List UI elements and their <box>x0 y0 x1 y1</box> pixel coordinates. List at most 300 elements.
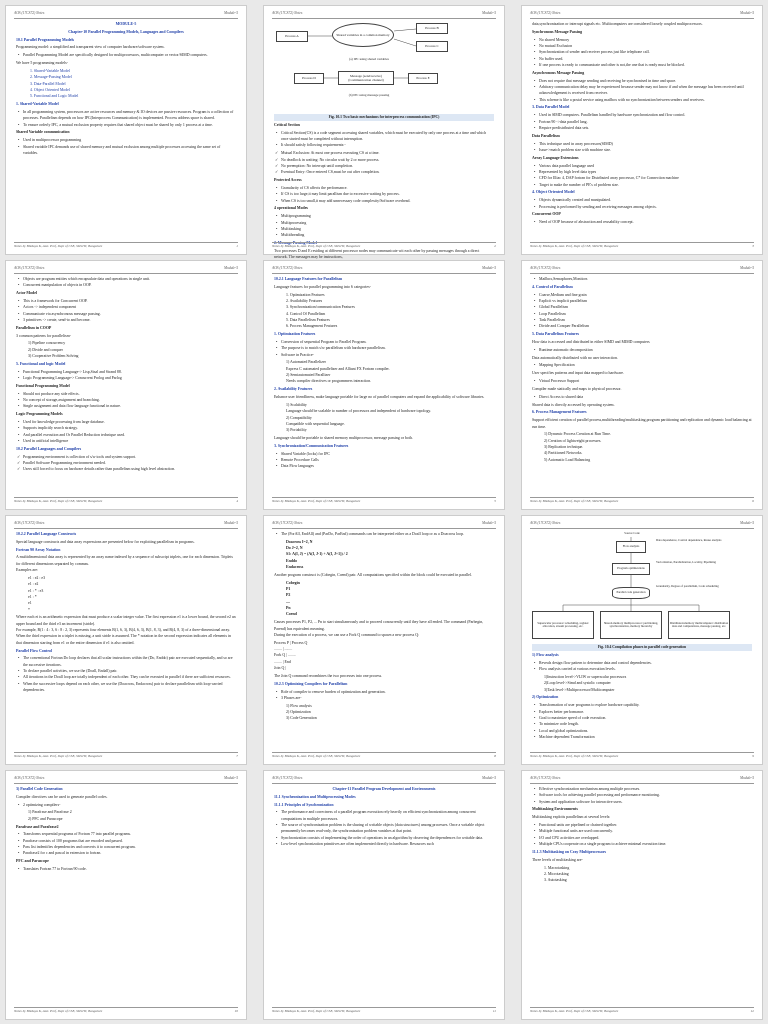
text-line: • Critical Section(CS) is a code segment accessing shared variables, which must be executed by only one process at a time and which once started must be completed without interruption. <box>274 130 494 143</box>
page-number: 11 <box>492 1009 496 1014</box>
text-line: During the execution of a process, we can use a Fork Q command to spawn a new process Q: <box>274 632 420 637</box>
document-page <box>5 5 247 255</box>
text-line: Parafrase and Parafrase2 <box>16 824 59 829</box>
text-line: 2) Semiautomated Parallizer <box>286 373 331 378</box>
footer-text: Notes by Bhidaya K, Asst. Prof, Dept of CSE, SKSJTI, Bangalore <box>272 754 361 759</box>
text-line: The Join Q command recombines the two processes into one process. <box>274 673 383 678</box>
text-block <box>16 866 236 872</box>
page-content <box>16 531 236 751</box>
text-line: • Shared variable IPC demands use of shared memory and mutual exclusion among multiple processes accessing the same set of variables. <box>16 144 236 157</box>
opt-side-note: Vectorization, Parallelization, Locality, Pipelining <box>656 560 716 564</box>
text-line: Data Parallelism <box>532 133 560 138</box>
process-e-box: Process E <box>408 73 438 84</box>
text-block <box>16 809 236 822</box>
text-line: • When CS is too small,it may add unnecessary code complexity/Software overhead. <box>274 198 494 204</box>
text-block <box>532 70 752 76</box>
page-header <box>272 521 496 529</box>
text-line: • No mutual Exclusion <box>532 43 752 49</box>
document-page <box>521 515 763 765</box>
text-line: 4. Control Of Parallelism <box>286 311 326 316</box>
page-number: 1 <box>236 244 238 249</box>
text-block <box>16 129 236 135</box>
text-line: • Direct Access to shared data <box>532 394 752 400</box>
text-line: 2)Loop level->Simd and systolic computer <box>544 681 611 686</box>
text-line: • Global Parallelism <box>532 304 752 310</box>
footer-text: Notes by Bhidaya K, Asst. Prof, Dept of CSE, SKSJTI, Bangalore <box>530 1009 619 1014</box>
text-line: 3) Code Generation <box>286 716 317 721</box>
text-line: Language should be scalable to number of processors and independent of hardware topology. <box>286 409 432 414</box>
text-line: • Fortran 90 ->data parallel lang. <box>532 119 752 125</box>
text-block <box>16 21 236 27</box>
text-line: 4) Partitioned Networks. <box>544 451 583 456</box>
text-line: 2) Creation of lightweight processes. <box>544 438 602 443</box>
page-footer <box>14 242 238 250</box>
text-line: P2 <box>286 593 291 598</box>
superscalar-box: Superscalar processor: scheduling, register allocation, stream processing, etc. <box>532 611 594 639</box>
text-block <box>532 355 752 361</box>
text-line: • Multiple functional units are used concurrently. <box>532 828 752 834</box>
text-line: For example, B(1 : 4 : 3, 6 : 8 : 2, 3) represents four elements B(1, 6, 3), B(4, 6, 3), B(1, 8, 3), and B(4, 8, 3) of a three-dimensional array. <box>16 628 231 633</box>
header-right: Module-5 <box>740 266 754 270</box>
text-line: • Software in Practice- <box>274 352 494 358</box>
text-block <box>274 794 494 800</box>
text-block <box>274 689 494 702</box>
page-header <box>14 11 238 19</box>
text-line: • And parallel execution and Or Parallel Reduction technique used. <box>16 432 236 438</box>
text-line: 5. Functional and Logic Model <box>30 94 79 99</box>
text-line: Fig. 10.4 Compilation phases in parallel code generation <box>597 644 687 649</box>
text-block <box>16 648 236 654</box>
text-block <box>16 383 236 389</box>
text-block <box>16 391 236 410</box>
footer-text: Notes by Bhidaya K, Asst. Prof, Dept of CSE, SKSJTI, Bangalore <box>14 499 103 504</box>
text-line: 1. Macrotasking <box>544 865 570 870</box>
text-block <box>532 674 752 693</box>
text-block <box>16 276 236 289</box>
text-line: Support efficient creation of parallel process,multithreading/multitasking,program partitioning and replication and dynamic load balancing at run time. <box>532 418 752 429</box>
text-block <box>16 44 236 50</box>
text-line: 1) Automated Parallelizer <box>286 360 326 365</box>
text-line: ✓ No deadlock in waiting: No circular wait by 2 or more process. <box>274 157 494 163</box>
header-left: AOS (17CS72) Notes <box>14 521 45 525</box>
text-line: Concurrent OOP <box>532 212 561 217</box>
text-block <box>274 292 494 330</box>
page-number: 6 <box>752 499 754 504</box>
footer-text: Notes by Bhidaya K, Asst. Prof, Dept of CSE, SKSJTI, Bangalore <box>530 754 619 759</box>
text-block <box>532 189 752 195</box>
text-block <box>16 411 236 417</box>
text-block <box>274 580 494 618</box>
text-block <box>532 857 752 863</box>
text-line: 2) Divide and conquer <box>28 347 63 352</box>
text-line: P1 <box>286 587 291 592</box>
header-left: AOS (17CS72) Notes <box>530 266 561 270</box>
text-block <box>532 644 752 651</box>
text-block <box>16 786 236 792</box>
text-line: • Divide and Conquer Parallelism <box>532 323 752 329</box>
text-line: • In all programming system, processors are active resources and memory & IO devices are passive resources. Program is a collection of processes. Parallelism depends on how IPC(Interprocess Communication) is implemented. Process address space is shared. <box>16 109 236 122</box>
text-block <box>16 655 236 693</box>
text-line: 3) Parallel Code Generation <box>16 787 63 791</box>
text-line: 3. Synchronization/communication Features <box>286 305 355 310</box>
text-line: • Supports implicitly search strategy. <box>16 425 236 431</box>
text-line: Fortran 90 Array Notation <box>16 547 61 552</box>
text-block <box>274 284 494 290</box>
page-content <box>532 276 752 496</box>
header-left: AOS (17CS72) Notes <box>530 776 561 780</box>
text-block <box>274 130 494 149</box>
text-line: • 2 optimizing compilers- <box>16 802 236 808</box>
text-line: • Need of OOP because of abstraction and reusability concept. <box>532 219 752 225</box>
header-right: Module-5 <box>482 266 496 270</box>
page-number: 5 <box>494 499 496 504</box>
text-line: PFC and Parascope <box>16 859 49 864</box>
text-line: ✓ No preemption: No interrupt until completion. <box>274 163 494 169</box>
footer-text: Notes by Bhidaya K, Asst. Prof, Dept of CSE, SKSJTI, Bangalore <box>530 499 619 504</box>
ipc-arrow <box>394 29 416 31</box>
text-line: 1. Optimization Features <box>286 292 325 297</box>
text-line: 3. Data-Parallel Model <box>30 81 66 86</box>
text-line: Another program construct is (Cobegin, Coend) pair. All computations specified within the block could be executed in parallel. <box>274 572 472 577</box>
text-block <box>274 619 494 638</box>
text-block <box>532 660 752 673</box>
shared-memory-box: Shared-memory multiprocessor: partitioning, synchronization, memory hierarchy <box>600 611 662 639</box>
text-line: Logic Programming Models <box>16 412 63 417</box>
header-left: AOS (17CS72) Notes <box>272 776 303 780</box>
page-header <box>530 776 754 784</box>
process-d-box: Process D <box>294 73 324 84</box>
text-block <box>16 575 236 613</box>
text-line: Do J=2, N <box>286 546 303 551</box>
page-header <box>272 776 496 784</box>
page-content <box>274 786 494 1006</box>
text-block <box>532 814 752 820</box>
text-line: Needs compiler directives or programmers interaction. <box>286 379 372 384</box>
text-line: • 3 Phases are- <box>274 695 494 701</box>
text-line: • Multiple CPUs cooperate on a single program to achieve minimal execution time. <box>532 841 752 847</box>
text-block <box>532 163 752 188</box>
text-block <box>532 78 752 103</box>
text-line: • Mapping Specification <box>532 362 752 368</box>
text-block <box>532 292 752 330</box>
text-line: • Used in multiprocessor programming <box>16 137 236 143</box>
page-footer <box>530 242 754 250</box>
header-right: Module-5 <box>740 521 754 525</box>
text-line: • Parafrase2 for c and pascal in extension to fortran. <box>16 850 236 856</box>
caption-a: (a) IPC using shared variables <box>349 57 389 61</box>
footer-text: Notes by Bhidaya K, Asst. Prof, Dept of CSE, SKSJTI, Bangalore <box>272 244 361 249</box>
text-block <box>274 435 494 441</box>
text-line: Critical Section <box>274 122 300 127</box>
text-block <box>532 386 752 392</box>
text-block <box>274 122 494 128</box>
page-number: 10 <box>234 1009 238 1014</box>
text-line: 2. Microtasking <box>544 871 569 876</box>
text-line: 3) Replication technique. <box>544 445 584 450</box>
text-block <box>532 155 752 161</box>
text-line: • Parafrase consists of 100 programs that are encoded and passed. <box>16 838 236 844</box>
text-line: • No concept of storage,assignment and branching. <box>16 397 236 403</box>
text-block <box>16 29 236 35</box>
text-line: data,synchronization or interrupt signals etc. Multicomputers are considered loosely coupled multiprocessors. <box>532 22 703 26</box>
page-number: 8 <box>494 754 496 759</box>
text-line: 2) Optimization <box>532 695 559 700</box>
text-line: Compiler made statically and maps to physical processor. <box>532 386 622 391</box>
text-line: Array Language Extensions <box>532 155 579 160</box>
text-line: 10.2.3 Optimizing Compilers for Parallelism <box>274 681 348 686</box>
text-line: User specifies patterns and input data mapped to hardware. <box>532 371 624 376</box>
text-line: MODULE-5 <box>115 22 137 26</box>
text-line: 5. Functional and logic Model <box>16 361 66 366</box>
text-line: • Logic Programming Language-> Concurrent Prolog and Parlog <box>16 375 236 381</box>
footer-text: Notes by Bhidaya K, Asst. Prof, Dept of CSE, SKSJTI, Bangalore <box>14 1009 103 1014</box>
page-content <box>532 531 752 751</box>
text-block <box>274 572 494 578</box>
text-line: • Various data parallel language used <box>532 163 752 169</box>
document-page <box>5 260 247 510</box>
page-number: 3 <box>752 244 754 249</box>
text-line: • Does not require that message sending and receiving be synchronised in time and space. <box>532 78 752 84</box>
header-right: Module-5 <box>482 776 496 780</box>
page-content <box>532 21 752 241</box>
text-line: 1)Instruction level->VLIW or superscalar processors <box>544 674 627 679</box>
text-line: • Functional Programming Language-> Lisp,Sisal and Strand 88. <box>16 369 236 375</box>
text-line: Shared data is directly accessed by operating system. <box>532 402 615 407</box>
header-left: AOS (17CS72) Notes <box>272 521 303 525</box>
text-block <box>16 68 236 100</box>
text-line: Chapter-11 Parallel Program Development and Environments <box>332 787 436 791</box>
header-left: AOS (17CS72) Notes <box>272 11 303 15</box>
text-line: 3) Cooperative Problem Solving <box>28 354 79 359</box>
text-block <box>532 417 752 430</box>
text-line: 1) Flow analysis <box>532 652 559 657</box>
text-block <box>274 681 494 687</box>
text-block <box>16 101 236 107</box>
text-block <box>16 547 236 553</box>
text-block <box>532 370 752 376</box>
text-line: • Used for knowledge processing from large database. <box>16 419 236 425</box>
text-line: Asynchronous Message Passing <box>532 70 585 75</box>
program-optimizations-box: Program optimizations <box>612 563 650 575</box>
text-line: • Require predistributed data sets. <box>532 125 752 131</box>
text-line: • Target to make the number of PE's of problem size. <box>532 182 752 188</box>
text-line: ✓ Users still forced to focus on hardware details rather than parallelism using high level abstraction. <box>16 466 236 472</box>
text-line: Language features for parallel programming into 6 categories- <box>274 284 371 289</box>
text-line: • If one process is ready to communicate and other is not,the one that is ready must be blocked. <box>532 62 752 68</box>
text-line: • Explores better performance. <box>532 709 752 715</box>
text-block <box>274 359 494 384</box>
text-block <box>16 614 236 646</box>
footer-text: Notes by Bhidaya K, Asst. Prof, Dept of CSE, SKSJTI, Bangalore <box>530 244 619 249</box>
footer-text: Notes by Bhidaya K, Asst. Prof, Dept of CSE, SKSJTI, Bangalore <box>14 754 103 759</box>
text-line: • The purpose is to match s/w parallelism with hardware parallelism. <box>274 345 494 351</box>
text-line: • Multiprocessing <box>274 220 494 226</box>
document-page <box>263 770 505 1020</box>
text-block <box>532 284 752 290</box>
text-block <box>274 185 494 204</box>
text-line: Fork Q | ........ <box>274 653 296 658</box>
text-block <box>532 849 752 855</box>
text-block <box>16 824 236 830</box>
header-left: AOS (17CS72) Notes <box>530 11 561 15</box>
text-line: Three levels of multitasking are- <box>532 857 583 862</box>
footer-text: Notes by Bhidaya K, Asst. Prof, Dept of CSE, SKSJTI, Bangalore <box>14 244 103 249</box>
text-line: • Flow analysis carried at various execution levels. <box>532 666 752 672</box>
text-block <box>274 531 494 537</box>
text-block <box>16 531 236 537</box>
text-block <box>274 339 494 358</box>
text-line: Endacross <box>286 565 304 570</box>
text-block <box>16 539 236 545</box>
text-block <box>532 276 752 282</box>
document-page <box>521 5 763 255</box>
text-line: 4. Object Oriented Model <box>30 87 70 92</box>
page-header <box>14 776 238 784</box>
text-block <box>532 402 752 408</box>
header-right: Module-5 <box>740 11 754 15</box>
text-block <box>532 21 752 27</box>
text-block <box>274 213 494 238</box>
text-line: • Transformation of user programs to explore hardware capability. <box>532 702 752 708</box>
text-block <box>274 802 494 808</box>
text-line: 2. Availability Features <box>274 387 313 392</box>
document-page <box>263 5 505 260</box>
text-line: • Actors -> independent component <box>16 304 236 310</box>
text-line: Functional Programming Model <box>16 383 70 388</box>
text-line: • Multitasking <box>274 226 494 232</box>
text-line: • Concurrent manipulation of objects in OOP. <box>16 282 236 288</box>
header-left: AOS (17CS72) Notes <box>272 266 303 270</box>
text-line: • This is a framework for Concurrent OOP. <box>16 298 236 304</box>
text-line: ✓ Eventual Entry: Once entered CS,must be out after completion. <box>274 169 494 175</box>
text-line: • Single assignment and data flow language functional in nature. <box>16 403 236 409</box>
text-line: Two processes D and E residing at different processor nodes may communicate wit each other by passing messages through a direct network. The messages may be instructions, <box>274 248 480 260</box>
text-block <box>532 378 752 384</box>
text-line: 3. Data Parallel Model <box>532 105 570 110</box>
process-b-box: Process B <box>416 23 448 34</box>
page-header <box>14 521 238 529</box>
text-line: We have 5 programming models- <box>16 61 68 66</box>
document-page <box>263 515 505 765</box>
text-block <box>532 786 752 805</box>
text-line: • Arbitrary communication delay may be experienced because sender may not know if and when the message has been received until acknowledgement is received from receiver. <box>532 84 752 97</box>
text-line: • Granularity of CS affects the performance. <box>274 185 494 191</box>
text-line: • Software tools for achieving parallel processing and performance monitoring. <box>532 792 752 798</box>
text-block <box>532 339 752 345</box>
text-block <box>274 331 494 337</box>
distributed-memory-box: Distributed-memory multicomputer: distribution data and computations, message passing, etc. <box>668 611 730 639</box>
text-line: 4 operational Modes <box>274 206 308 211</box>
text-block <box>16 137 236 156</box>
text-line: 10.2.1 Language Features for Parallelism <box>274 277 343 281</box>
text-line: 4. Control of Parallelism <box>532 284 573 289</box>
document-page <box>5 515 247 765</box>
text-line: Language should be portable to shared memory multiprocessor, message passing or both. <box>274 436 413 441</box>
code-generation-box: Parallel code generation <box>612 587 650 599</box>
text-line: 2) Compatibility <box>286 415 312 420</box>
text-line: • This scheme is like a postal service using mailbox with no synchronization between senders and receivers. <box>532 97 752 103</box>
page-footer <box>14 752 238 760</box>
text-line: Chapter-10 Parallel Programming Models, Languages and Compilers <box>68 29 184 34</box>
text-line: Shared Variable communication <box>16 130 70 135</box>
text-block <box>16 52 236 58</box>
text-line: 1) Scalability <box>286 402 307 407</box>
header-left: AOS (17CS72) Notes <box>14 266 45 270</box>
text-line: Pn <box>286 606 291 611</box>
text-block <box>16 361 236 367</box>
text-block <box>274 673 494 679</box>
text-line: 2. Availability Features <box>286 298 323 303</box>
text-block <box>274 786 494 792</box>
text-line: Actor Model <box>16 291 37 296</box>
text-block <box>16 37 236 43</box>
ipc-arrows <box>274 21 474 113</box>
text-line: • Used in SIMD computers. Parallelism handled by hardware synchronization and flow control. <box>532 112 752 118</box>
text-line: 5) Automatic Load Balancing <box>544 457 591 462</box>
text-line: 1. Optimization Features <box>274 332 316 337</box>
text-line: 1) Dynamic Process Creation at Run Time. <box>544 432 611 437</box>
text-block <box>274 150 494 175</box>
text-line: • Represented by high level data types <box>532 169 752 175</box>
text-line: • Remote Procedure Calls <box>274 457 494 463</box>
text-block <box>532 29 752 35</box>
text-block <box>532 431 752 463</box>
text-block <box>274 205 494 211</box>
text-line: Enddo <box>286 558 298 563</box>
text-block <box>274 443 494 449</box>
text-line: ✓ Programming environment is collection of s/w tools and system support. <box>16 454 236 460</box>
text-line: Parallelism in COOP <box>16 325 52 330</box>
text-line: • This technique used in array processors(SIMD) <box>532 141 752 147</box>
text-line: • Explicit vs implicit parallelism <box>532 298 752 304</box>
text-line: 1. Shared-Variable Model <box>16 102 59 107</box>
header-right: Module-5 <box>482 11 496 15</box>
header-right: Module-5 <box>224 521 238 525</box>
text-line: ........ | ........ <box>274 647 293 652</box>
text-block <box>16 802 236 808</box>
text-line: Compiler directives can be used to generate parallel codes. <box>16 794 108 799</box>
text-line: • Role of compiler to remove burden of optimization and generation. <box>274 689 494 695</box>
text-line: • The (ForAll, EndAll) and (ParDo, ParEnd) commands can be interpreted either as a Doall loop or as a Doacross loop. <box>274 531 494 537</box>
text-line: • Parallel Programming Model are specifically designed for multiprocessors, multicomputer or vector/SIMD computers. <box>16 52 236 58</box>
text-line: • Transforms sequential programs of Fortran 77 into parallel programs. <box>16 831 236 837</box>
text-block <box>532 865 752 884</box>
text-block <box>274 177 494 183</box>
text-line: e1 : * : e3 <box>28 588 44 593</box>
page-number: 2 <box>494 244 496 249</box>
text-block <box>532 702 752 740</box>
text-line: • Should not produce any side effects. <box>16 391 236 397</box>
text-line: Programming model: a simplified and transparent view of computer hardware/software system. <box>16 45 165 50</box>
header-left: AOS (17CS72) Notes <box>530 521 561 525</box>
text-line: • Objects are program entities which encapsulate data and operations in single unit. <box>16 276 236 282</box>
text-block <box>274 640 494 672</box>
page-footer <box>14 1007 238 1015</box>
text-line: • All iterations in the Doall loop are totally independent of each other. They can be executed in parallel if there are sufficient resources. <box>16 674 236 680</box>
text-line: Data automatically distributed with no user interaction. <box>532 355 618 360</box>
text-line: • No shared Memory <box>532 37 752 43</box>
text-line: 1. Shared-Variable Model <box>30 68 71 73</box>
text-line: • If CS is too large,it may limit parallism due to excessive waiting by process. <box>274 191 494 197</box>
text-block <box>532 652 752 658</box>
text-line: • Data Flow languages <box>274 463 494 469</box>
text-line: ........ | End <box>274 659 291 664</box>
text-line: • Local and global optimizations. <box>532 728 752 734</box>
text-line: • Reveals design flow pattern to determine data and control dependencies. <box>532 660 752 666</box>
text-line: e1 : e2 <box>28 582 39 587</box>
page-footer <box>272 752 496 760</box>
header-right: Module-5 <box>740 776 754 780</box>
